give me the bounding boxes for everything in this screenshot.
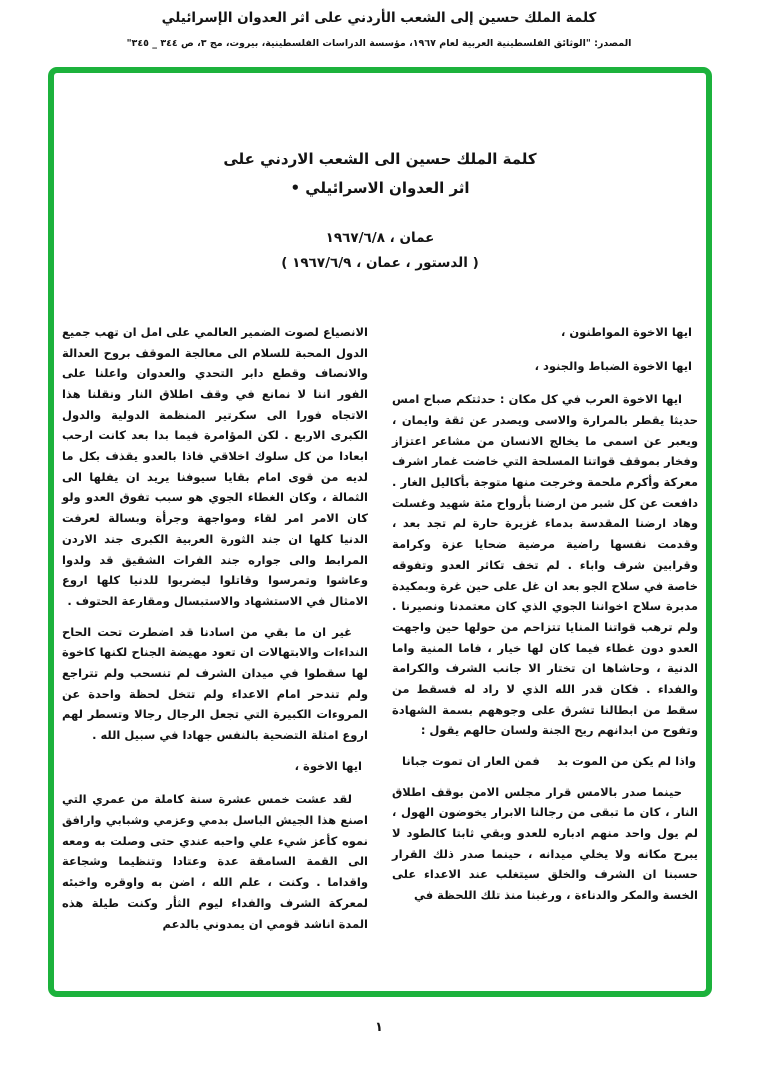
document-frame: [48, 67, 712, 997]
page-number: ١: [375, 1020, 383, 1035]
verse-first-hemistich: واذا لم يكن من الموت بد: [557, 754, 696, 768]
salutation-officers-soldiers: ايها الاخوة الضباط والجنود ،: [534, 358, 692, 373]
document-dateline: [54, 226, 706, 276]
salutation-citizens: ايها الاخوة المواطنون ،: [560, 324, 692, 339]
document-title-line1: كلمة الملك حسين الى الشعب الاردني على: [223, 150, 537, 168]
text-columns: [54, 322, 706, 934]
column-right: [392, 322, 698, 934]
dateline-place-date: عمان ، ١٩٦٧/٦/٨: [325, 230, 435, 246]
document-title-line2: اثر العدوان الاسرائيلي •: [290, 178, 470, 197]
dateline-publication: ( الدستور ، عمان ، ١٩٦٧/٦/٩ ): [281, 254, 479, 271]
paragraph: غير ان ما بقي من اسادنا قد اضطرت تحت الحاح النداءات والابتهالات ان تعود مهيضة الجناح لكنها كاخوة لها سقطوا في ميدان الشرف لم تنسحب ولم تتراجع ولم تندحر امام الاعداء ولم تتخل لحظة واحدة عن المروءات الكبيرة التي تجعل الرجال رجالا وتسطر لهم اروع امثلة التضحية بالنفس جهادا في سبيل الله .: [62, 624, 368, 742]
poetry-verse: [392, 751, 698, 772]
column-left: [62, 322, 368, 934]
salutation-brothers: ايها الاخوة ،: [294, 758, 362, 773]
paragraph: ايها الاخوة العرب في كل مكان : حدثتكم صباح امس حديثا يقطر بالمرارة والاسى ويصدر عن ثقة وايمان ، ويعبر عن اسمى ما يخالج الانسان من مشاعر اعتزاز وفخار بموقف قواتنا المسلحة التي خاضت غمار اشرف معركة وأكرم ملحمة وخرجت منها متوجة بأكاليل الغار . دافعت عن كل شبر من ارضنا بأرواح مئة شهيد وغسلت وهاد ارضنا المقدسة بدماء غزيرة حارة لم تجد بعد ، وقدمت نفسها راضية مرضية ضحايا عزة وكرامة وقرابين شرف واباء . لم تخف تكاثر العدو وتفوقه خاصة في سلاح الجو بعد ان غل على حين غرة وبمكيدة مدبرة سلاح اخواننا الجوي الذي كان معتمدنا ونصيرنا . ولم ترهب قواتنا المنايا تتزاحم من حولها حين واجهت العدو دون غطاء فيما كان لها خيار ، فاما المنية واما الدنية ، وحاشاها ان تختار الا جانب الشرف والكرامة والفداء . فكان قدر الله الذي لا راد له فسقط من سقط من ابطالنا تشرق على وجوههم بسمة الشهادة وتفوح من ابدانهم ريح الجنة ولسان حالهم يقول :: [392, 392, 698, 738]
source-citation: المصدر: "الوثائق الفلسطينية العربية لعام ١٩٦٧، مؤسسة الدراسات الفلسطينية، بيروت، مج ٣، ص ٣٤٤ _ ٣٤٥": [126, 38, 632, 49]
paragraph-continuation: الانصياع لصوت الضمير العالمي على امل ان تهب جميع الدول المحبة للسلام الى معالجة الموقف بروح العدالة والانصاف وقطع دابر التحدي والعدوان واعلنا على الفور اننا لا نمانع في وقف اطلاق النار ونقلنا هذا الاتجاه فورا الى سكرتير المنظمة الدولية والدول الكبرى الاربع . لكن المؤامرة فيما بدا بعد كانت ارحب ابعادا من كل سلوك اخلاقي فاذا بالعدو يقذف بكل ما لديه من قوى امام بقايا سيوفنا يريد ان يفلها الى الثمالة ، وكان الغطاء الجوي هو سبب تفوق العدو ولو كان الامر امر لقاء ومواجهة وجرأة وبسالة لعرفت الدنيا كلها ان جند الثورة العربية الكبرى جند الاردن المرابط والى جواره جند الفرات الشقيق قد ولدوا وعاشوا وتمرسوا وقاتلوا ليضربوا للدنيا كلها اروع الامثال في الاستشهاد والاستبسال ومقارعة الحتوف .: [62, 324, 368, 608]
document-title: [54, 145, 706, 202]
paragraph: حينما صدر بالامس قرار مجلس الامن بوقف اطلاق النار ، كان ما تبقى من رجالنا الابرار يخوضون الهول ، لم يول واحد منهم ادباره للعدو وبقي ثابتا كالطود لا يبرح مكانه ولا يخلي ميدانه ، حينما صدر ذلك القرار حسبنا ان الشرف والخلق سيتغلب عند الاعداء على الخسة والمكر والدناءة ، ورغبنا منذ تلك اللحظة في: [392, 784, 698, 903]
verse-second-hemistich: فمن العار ان تموت جبانا: [402, 754, 540, 768]
page-title: كلمة الملك حسين إلى الشعب الأردني على اثر العدوان الإسرائيلي: [161, 10, 597, 26]
paragraph: لقد عشت خمس عشرة سنة كاملة من عمري التي اصنع هذا الجيش الباسل بدمي وعزمي وشبابي وارافق نموه كأعز شيء علي واحبه عندي حتى وصلت به ومعه الى القمة السامقة عدة وعتادا وتنظيما وشجاعة واقداما . وكنت ، علم الله ، اضن به واوقره واخبئه لمعركة الشرف والفداء ليوم الثأر وكنت طيلة هذه المدة اناشد قومي ان يمدوني بالدعم: [62, 792, 368, 931]
